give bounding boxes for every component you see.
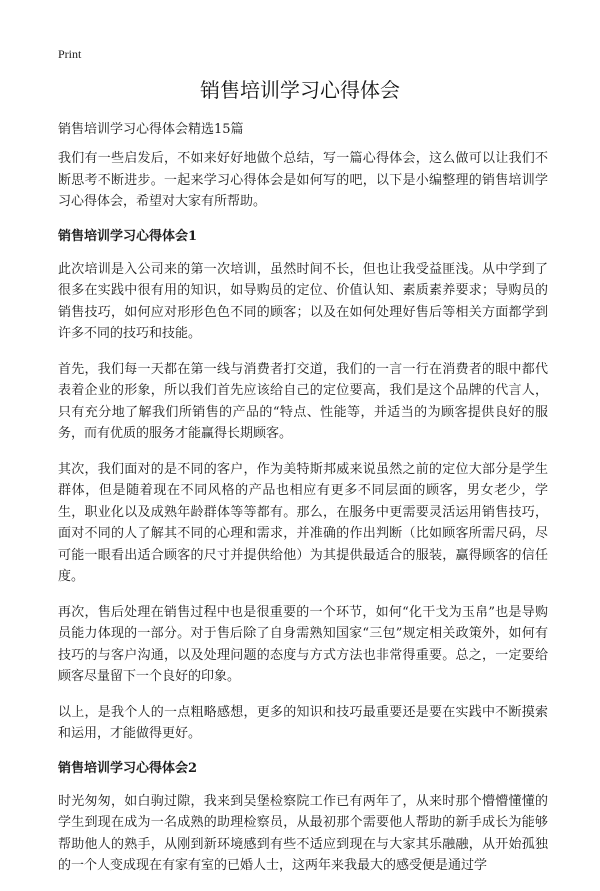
body-paragraph: 首先，我们每一天都在第一线与消费者打交道，我们的一言一行在消费者的眼中都代表着企业的形象，所以我们首先应该给自己的定位要高，我们是这个品牌的代言人，只有充分地了解我们所销售的产品的“特点、性能等，并适当的为顾客提供良好的服务，而有优质的服务才能赢得长期顾客。 bbox=[58, 361, 548, 441]
document-subtitle: 销售培训学习心得体会精选15篇 bbox=[58, 122, 244, 137]
print-link[interactable]: Print bbox=[58, 47, 82, 61]
page-title: 销售培训学习心得体会 bbox=[200, 78, 400, 102]
section-heading: 销售培训学习心得体会2 bbox=[58, 760, 198, 776]
body-paragraph: 时光匆匆，如白驹过隙，我来到吴堡检察院工作已有两年了，从来时那个懵懵懂懂的学生到现在成为一名成熟的助理检察员，从最初那个需要他人帮助的新手成长为能够帮助他人的熟手，从刚到新环境感到有些不适应到现在与大家其乐融融，从开始孤独的一个人变成现在有家有室的已婚人士，这两年来我最大的感受便是通过学 bbox=[58, 793, 548, 873]
document-body bbox=[58, 148, 548, 891]
body-paragraph: 其次，我们面对的是不同的客户，作为美特斯邦威来说虽然之前的定位大部分是学生群体，但是随着现在不同风格的产品也相应有更多不同层面的顾客，男女老少，学生，职业化以及成熟年龄群体等等都有。那么，在服务中更需要灵活运用销售技巧，面对不同的人了解其不同的心理和需求，并准确的作出判断（比如顾客所需尺码，尽可能一眼看出适合顾客的尺寸并提供给他）为其提供最适合的服装，赢得顾客的信任度。 bbox=[58, 461, 548, 584]
body-paragraph: 再次，售后处理在销售过程中也是很重要的一个环节，如何“化干戈为玉帛”也是导购员能力体现的一部分。对于售后除了自身需熟知国家“三包”规定相关政策外，如何有技巧的与客户沟通，以及处理问题的态度与方式方法也非常得重要。总之，一定要给顾客尽量留下一个良好的印象。 bbox=[58, 604, 548, 684]
intro-paragraph: 我们有一些启发后，不如来好好地做个总结，写一篇心得体会，这么做可以让我们不断思考不断进步。一起来学习心得体会是如何写的吧，以下是小编整理的销售培训学习心得体会，希望对大家有所帮助。 bbox=[58, 151, 548, 209]
section-heading: 销售培训学习心得体会1 bbox=[58, 228, 198, 244]
body-paragraph: 以上，是我个人的一点粗略感想，更多的知识和技巧最重要还是要在实践中不断摸索和运用，才能做得更好。 bbox=[58, 704, 548, 741]
body-paragraph: 此次培训是入公司来的第一次培训，虽然时间不长，但也让我受益匪浅。从中学到了很多在实践中很有用的知识，如导购员的定位、价值认知、素质素养要求；导购员的销售技巧，如何应对形形色色不同的顾客；以及在如何处理好售后等相关方面都学到许多不同的技巧和技能。 bbox=[58, 261, 548, 341]
section-1 bbox=[58, 227, 548, 745]
section-2 bbox=[58, 759, 548, 877]
